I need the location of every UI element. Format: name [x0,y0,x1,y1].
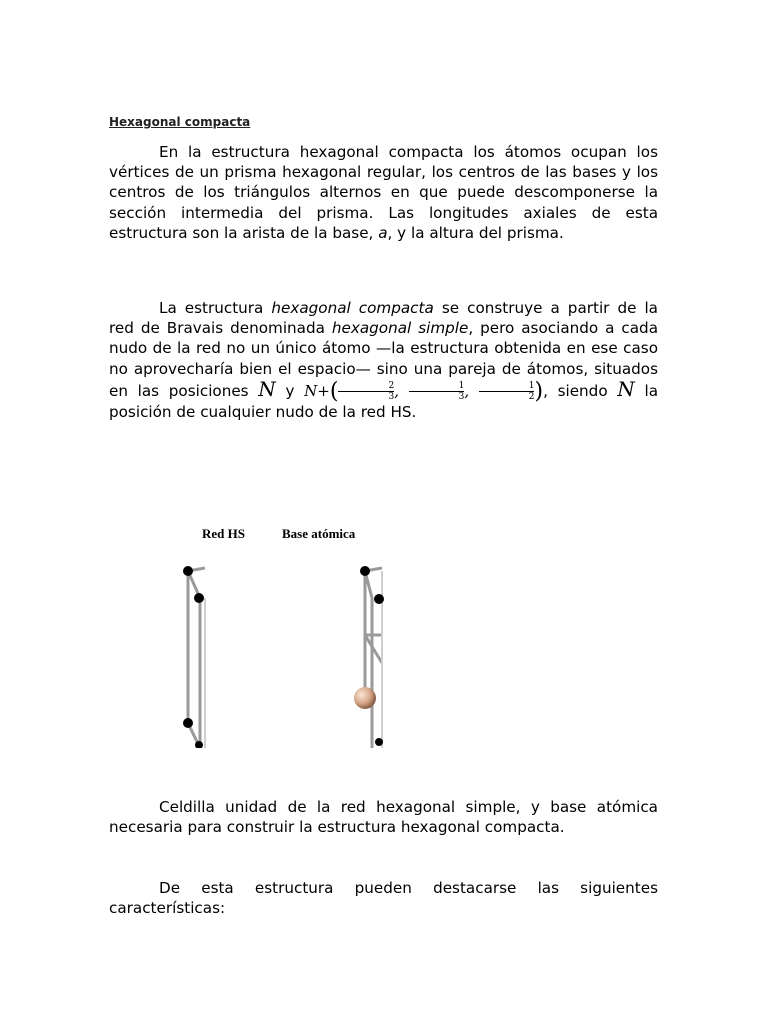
math-offset-expression: N+( $\frac{2}{3}$ , $\frac{1}{3}$ , $\frac{1}{2}$ ) [304,378,544,404]
crystal-figure [180,523,380,748]
fraction-1-3 [409,381,465,402]
p2-conj: y [285,381,295,400]
figure-label-red-hs: Red HS [202,526,245,541]
lattice-node [183,566,193,576]
paragraph-characteristics: De esta estructura pueden destacarse las siguientes características: [109,879,658,918]
p1-var-a: a [378,223,388,242]
paragraph-description [109,142,658,243]
figure-caption-paragraph: Celdilla unidad de la red hexagonal simple, y base atómica necesaria para construir la estructura hexagonal compacta. [109,798,658,837]
p2-text-5: la posición de cualquier nudo de la red HS. [109,381,659,422]
p2-italic-1: hexagonal compacta [271,299,434,317]
frac-den: 3 [388,392,395,403]
frac-den: 3 [458,392,465,403]
frac-num: 1 [409,381,465,392]
lattice-diagram [175,523,395,748]
p2-italic-2: hexagonal simple [331,319,469,338]
p1-text: En la estructura hexagonal compacta los átomos ocupan los vértices de un prisma hexagonal regular, los centros de las bases y los centros de los triángulos alternos en que puede descomponerse la sección intermedia del prisma. Las longitudes axiales de esta estructura son la arista de la base, [109,143,658,242]
lattice-node [183,718,193,728]
section-heading: Hexagonal compacta [109,115,251,129]
frac-den: 2 [528,392,535,403]
p2-text-2: se construye a partir de la red de Bravais denominada [109,299,658,338]
p1-text-end: , y la altura del prisma. [387,223,564,242]
p2-text-4: , siendo [543,381,608,400]
math-N: N [258,376,276,401]
fraction-2-3 [338,381,394,402]
p2-text-1: La estructura [159,299,264,317]
fraction-1-2 [479,381,535,402]
paragraph-construction [109,298,658,423]
basis-atom-sphere [354,687,376,709]
figure-label-base-atomica: Base atómica [282,526,356,541]
lattice-node [374,594,384,604]
lattice-node [375,738,383,746]
frac-num: 1 [479,381,535,392]
lattice-node [360,566,370,576]
p2-text-3: , pero asociando a cada nudo de la red no un único átomo —la estructura obtenida en ese caso no aprovecharía bien el espacio— sino una pareja de átomos, situados en las posiciones [109,319,659,400]
frac-num: 2 [338,381,394,392]
math-N-plus: N+ [304,381,330,400]
math-N-2: N [617,376,635,401]
lattice-node [194,593,204,603]
